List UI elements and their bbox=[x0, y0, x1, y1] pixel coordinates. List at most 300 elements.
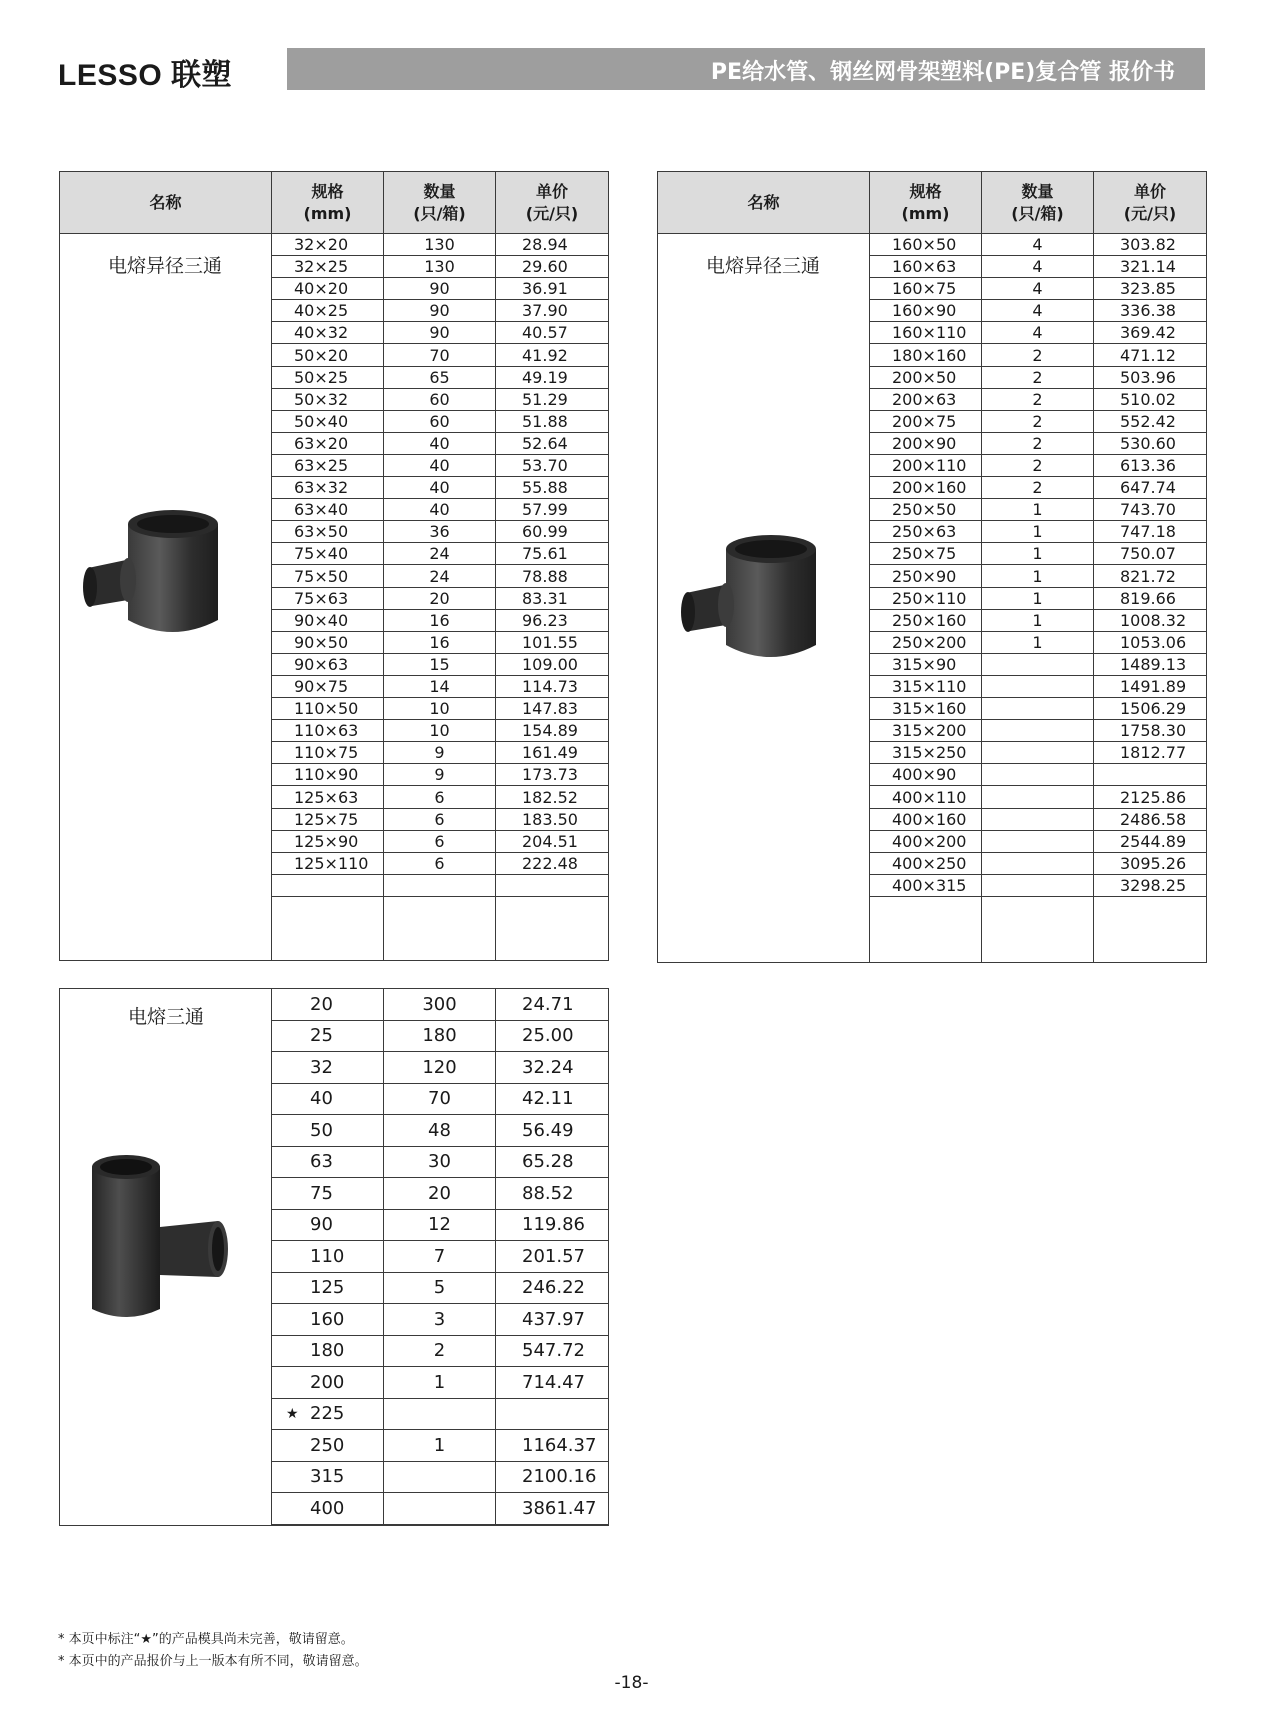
spec-cell: 200×75 bbox=[892, 411, 957, 431]
price-cell: 222.48 bbox=[522, 853, 578, 873]
table-row bbox=[870, 720, 1206, 742]
qty-cell: 9 bbox=[434, 765, 445, 785]
header-qty: 数量 (只/箱) bbox=[413, 181, 466, 223]
spec-cell: 50×32 bbox=[294, 389, 349, 409]
qty-cell: 40 bbox=[429, 500, 450, 520]
table-row bbox=[870, 455, 1206, 477]
table-row bbox=[272, 764, 608, 786]
price-cell: 552.42 bbox=[1120, 411, 1176, 431]
table-row bbox=[272, 322, 608, 344]
spec-cell: 200×63 bbox=[892, 389, 957, 409]
price-cell: 109.00 bbox=[522, 654, 578, 674]
table-header bbox=[658, 172, 1206, 234]
price-cell: 28.94 bbox=[522, 235, 568, 255]
price-cell: 204.51 bbox=[522, 831, 578, 851]
qty-cell: 40 bbox=[429, 456, 450, 476]
spec-cell: 110×90 bbox=[294, 765, 359, 785]
spec-cell: 63×50 bbox=[294, 522, 349, 542]
spec-cell: 90×63 bbox=[294, 654, 349, 674]
qty-cell bbox=[982, 853, 1093, 874]
table-row bbox=[870, 543, 1206, 565]
equal-tee-product-image bbox=[86, 1149, 236, 1329]
spec-cell: 160×110 bbox=[892, 323, 967, 343]
table-row bbox=[870, 322, 1206, 344]
qty-cell: 90 bbox=[429, 323, 450, 343]
table-row bbox=[272, 389, 608, 411]
price-cell: 1053.06 bbox=[1120, 632, 1187, 652]
qty-cell: 120 bbox=[422, 1056, 457, 1078]
price-cell: 3861.47 bbox=[522, 1497, 597, 1519]
spec-cell: 160×75 bbox=[892, 279, 957, 299]
price-cell: 52.64 bbox=[522, 433, 568, 453]
spec-cell: 75×63 bbox=[294, 588, 349, 608]
table-row bbox=[870, 345, 1206, 367]
qty-cell: 4 bbox=[1032, 323, 1043, 343]
qty-cell: 6 bbox=[434, 787, 445, 807]
spec-cell: 200×90 bbox=[892, 433, 957, 453]
table-row bbox=[272, 1084, 608, 1116]
spec-cell: 25 bbox=[310, 1025, 333, 1047]
price-cell: 819.66 bbox=[1120, 588, 1176, 608]
qty-cell: 1 bbox=[1032, 566, 1043, 586]
qty-cell bbox=[982, 831, 1093, 852]
spec-cell: 110×63 bbox=[294, 721, 359, 741]
price-cell: 32.24 bbox=[522, 1056, 574, 1078]
qty-cell: 20 bbox=[428, 1182, 451, 1204]
spec-cell: 125×75 bbox=[294, 809, 359, 829]
qty-cell: 2 bbox=[1032, 389, 1043, 409]
table-row bbox=[272, 256, 608, 278]
header-name: 名称 bbox=[149, 192, 182, 212]
table-row bbox=[272, 787, 608, 809]
qty-cell: 15 bbox=[429, 654, 450, 674]
table-row bbox=[870, 433, 1206, 455]
page-number: -18- bbox=[614, 1673, 649, 1693]
spec-cell: 200×110 bbox=[892, 456, 967, 476]
spec-cell: 315×200 bbox=[892, 721, 967, 741]
qty-cell: 60 bbox=[429, 389, 450, 409]
table-row bbox=[870, 367, 1206, 389]
table-row bbox=[272, 1115, 608, 1147]
table-row bbox=[272, 499, 608, 521]
table-row bbox=[870, 521, 1206, 543]
price-cell: 42.11 bbox=[522, 1088, 574, 1110]
qty-cell bbox=[384, 1493, 495, 1524]
price-cell: 147.83 bbox=[522, 699, 578, 719]
qty-cell: 2 bbox=[1032, 411, 1043, 431]
spec-cell: 75×40 bbox=[294, 544, 349, 564]
spec-cell: 90 bbox=[310, 1214, 333, 1236]
footnote-2: * 本页中的产品报价与上一版本有所不同，敬请留意。 bbox=[58, 1654, 368, 1669]
price-cell: 1758.30 bbox=[1120, 721, 1187, 741]
qty-cell: 1 bbox=[1032, 522, 1043, 542]
table-row bbox=[272, 345, 608, 367]
table-row bbox=[272, 853, 608, 875]
price-cell: 1491.89 bbox=[1120, 677, 1187, 697]
qty-cell bbox=[384, 1399, 495, 1430]
table-row bbox=[272, 1336, 608, 1368]
qty-cell bbox=[982, 654, 1093, 675]
spec-cell: 400×250 bbox=[892, 853, 967, 873]
price-cell: 547.72 bbox=[522, 1340, 585, 1362]
table-row bbox=[272, 433, 608, 455]
spec-cell: 125×63 bbox=[294, 787, 359, 807]
table-row bbox=[870, 676, 1206, 698]
qty-cell: 10 bbox=[429, 721, 450, 741]
price-cell: 321.14 bbox=[1120, 257, 1176, 277]
table-row bbox=[870, 278, 1206, 300]
price-cell: 647.74 bbox=[1120, 478, 1176, 498]
spec-cell: 63×20 bbox=[294, 433, 349, 453]
footnotes bbox=[58, 1629, 368, 1673]
header-qty: 数量 (只/箱) bbox=[1011, 181, 1064, 223]
spec-cell: 250×200 bbox=[892, 632, 967, 652]
qty-cell: 5 bbox=[433, 1277, 446, 1299]
price-cell: 75.61 bbox=[522, 544, 568, 564]
header-price: 单价 (元/只) bbox=[525, 181, 579, 223]
price-table-reducing-tee-small bbox=[59, 171, 609, 961]
qty-cell: 40 bbox=[429, 478, 450, 498]
spec-cell: 250×63 bbox=[892, 522, 957, 542]
price-cell: 503.96 bbox=[1120, 367, 1176, 387]
qty-cell bbox=[982, 698, 1093, 719]
table-row bbox=[272, 411, 608, 433]
table-row bbox=[272, 632, 608, 654]
table-row bbox=[272, 698, 608, 720]
spec-cell: 125×110 bbox=[294, 853, 369, 873]
price-cell: 173.73 bbox=[522, 765, 578, 785]
qty-cell bbox=[982, 676, 1093, 697]
qty-cell: 20 bbox=[429, 588, 450, 608]
spec-cell: 400×315 bbox=[892, 875, 967, 895]
qty-cell bbox=[384, 875, 495, 896]
spec-cell: 250×110 bbox=[892, 588, 967, 608]
qty-cell: 65 bbox=[429, 367, 450, 387]
qty-cell: 12 bbox=[428, 1214, 451, 1236]
table-row bbox=[870, 831, 1206, 853]
price-cell: 25.00 bbox=[522, 1025, 574, 1047]
price-cell: 323.85 bbox=[1120, 279, 1176, 299]
spec-cell: 315×160 bbox=[892, 699, 967, 719]
price-table-reducing-tee-large bbox=[657, 171, 1207, 963]
qty-cell bbox=[982, 809, 1093, 830]
spec-cell: 50×20 bbox=[294, 345, 349, 365]
table-row bbox=[870, 588, 1206, 610]
price-cell: 78.88 bbox=[522, 566, 568, 586]
table-row bbox=[870, 389, 1206, 411]
price-cell: 57.99 bbox=[522, 500, 568, 520]
table-row bbox=[272, 1367, 608, 1399]
qty-cell: 16 bbox=[429, 610, 450, 630]
product-name: 电熔异径三通 bbox=[108, 255, 223, 277]
price-cell: 1489.13 bbox=[1120, 654, 1187, 674]
spec-cell: 400×110 bbox=[892, 787, 967, 807]
table-row bbox=[272, 588, 608, 610]
price-cell: 154.89 bbox=[522, 721, 578, 741]
qty-cell: 6 bbox=[434, 809, 445, 829]
price-cell: 96.23 bbox=[522, 610, 568, 630]
price-cell: 613.36 bbox=[1120, 456, 1176, 476]
product-name: 电熔三通 bbox=[128, 1006, 205, 1028]
spec-cell: 90×75 bbox=[294, 677, 349, 697]
qty-cell: 30 bbox=[428, 1151, 451, 1173]
price-cell: 56.49 bbox=[522, 1119, 574, 1141]
qty-cell: 90 bbox=[429, 301, 450, 321]
table-row bbox=[272, 1210, 608, 1242]
table-row bbox=[272, 1304, 608, 1336]
spec-cell: 110×75 bbox=[294, 743, 359, 763]
lesso-logo: LESSO 联塑 bbox=[58, 59, 233, 92]
qty-cell: 7 bbox=[433, 1245, 446, 1267]
qty-cell bbox=[982, 764, 1093, 785]
table-row bbox=[272, 875, 608, 897]
table-row bbox=[870, 566, 1206, 588]
price-cell: 1008.32 bbox=[1120, 610, 1187, 630]
table-row bbox=[272, 300, 608, 322]
table-row bbox=[870, 411, 1206, 433]
qty-cell: 2 bbox=[1032, 456, 1043, 476]
qty-cell: 1 bbox=[1032, 588, 1043, 608]
spec-cell: 110 bbox=[310, 1245, 345, 1267]
table-row bbox=[870, 300, 1206, 322]
table-row bbox=[272, 831, 608, 853]
qty-cell: 9 bbox=[434, 743, 445, 763]
star-mark-icon: ★ bbox=[286, 1405, 299, 1422]
price-cell: 88.52 bbox=[522, 1182, 574, 1204]
table-row bbox=[870, 853, 1206, 875]
table-row bbox=[870, 764, 1206, 786]
price-cell: 2544.89 bbox=[1120, 831, 1187, 851]
spec-cell: 160×90 bbox=[892, 301, 957, 321]
qty-cell: 1 bbox=[433, 1371, 446, 1393]
table-row bbox=[272, 654, 608, 676]
qty-cell: 60 bbox=[429, 411, 450, 431]
spec-cell: 400×160 bbox=[892, 809, 967, 829]
price-cell: 303.82 bbox=[1120, 235, 1176, 255]
qty-cell bbox=[982, 720, 1093, 741]
price-cell: 743.70 bbox=[1120, 500, 1176, 520]
price-cell: 246.22 bbox=[522, 1277, 585, 1299]
qty-cell: 2 bbox=[1032, 345, 1043, 365]
table-row bbox=[870, 499, 1206, 521]
table-row bbox=[870, 654, 1206, 676]
spec-cell: 160×63 bbox=[892, 257, 957, 277]
spec-cell: 63×40 bbox=[294, 500, 349, 520]
price-cell: 83.31 bbox=[522, 588, 568, 608]
table-row bbox=[870, 875, 1206, 897]
table-header bbox=[60, 172, 608, 234]
spec-cell: 32×20 bbox=[294, 235, 349, 255]
qty-cell bbox=[982, 742, 1093, 763]
qty-cell: 1 bbox=[1032, 544, 1043, 564]
price-cell: 101.55 bbox=[522, 632, 578, 652]
spec-cell: 32 bbox=[310, 1056, 333, 1078]
spec-cell: 180 bbox=[310, 1340, 345, 1362]
table-row bbox=[272, 1241, 608, 1273]
qty-cell bbox=[982, 787, 1093, 808]
spec-cell: 20 bbox=[310, 993, 333, 1015]
spec-cell: 250×90 bbox=[892, 566, 957, 586]
qty-cell: 24 bbox=[429, 566, 450, 586]
spec-cell: 250×75 bbox=[892, 544, 957, 564]
table-row bbox=[272, 367, 608, 389]
table-row bbox=[272, 521, 608, 543]
price-cell: 183.50 bbox=[522, 809, 578, 829]
spec-cell: 400 bbox=[310, 1497, 345, 1519]
price-cell: 369.42 bbox=[1120, 323, 1176, 343]
spec-cell: 315 bbox=[310, 1466, 345, 1488]
price-cell: 3095.26 bbox=[1120, 853, 1187, 873]
table-row bbox=[272, 1399, 608, 1431]
price-cell: 24.71 bbox=[522, 993, 574, 1015]
spec-cell: 110×50 bbox=[294, 699, 359, 719]
spec-cell: 63 bbox=[310, 1151, 333, 1173]
spec-cell: 40×20 bbox=[294, 279, 349, 299]
spec-cell: 63×32 bbox=[294, 478, 349, 498]
table-row bbox=[870, 698, 1206, 720]
qty-cell: 40 bbox=[429, 433, 450, 453]
qty-cell: 70 bbox=[429, 345, 450, 365]
spec-cell: 125×90 bbox=[294, 831, 359, 851]
table-row bbox=[272, 1178, 608, 1210]
table-row bbox=[272, 234, 608, 256]
spec-cell: 315×110 bbox=[892, 677, 967, 697]
qty-cell: 1 bbox=[1032, 610, 1043, 630]
qty-cell: 14 bbox=[429, 677, 450, 697]
table-row bbox=[272, 809, 608, 831]
qty-cell: 2 bbox=[433, 1340, 446, 1362]
price-cell: 119.86 bbox=[522, 1214, 585, 1236]
spec-cell: 90×40 bbox=[294, 610, 349, 630]
price-cell: 51.88 bbox=[522, 411, 568, 431]
table-row bbox=[272, 1273, 608, 1305]
spec-cell: 250×160 bbox=[892, 610, 967, 630]
spec-cell: 250×50 bbox=[892, 500, 957, 520]
qty-cell bbox=[982, 875, 1093, 896]
table-row bbox=[272, 1052, 608, 1084]
qty-cell bbox=[384, 1462, 495, 1493]
price-cell: 36.91 bbox=[522, 279, 568, 299]
header-price: 单价 (元/只) bbox=[1123, 181, 1177, 223]
qty-cell: 6 bbox=[434, 831, 445, 851]
price-cell: 2486.58 bbox=[1120, 809, 1187, 829]
qty-cell: 2 bbox=[1032, 367, 1043, 387]
reducing-tee-product-image bbox=[80, 502, 245, 652]
qty-cell: 24 bbox=[429, 544, 450, 564]
price-cell: 2125.86 bbox=[1120, 787, 1187, 807]
qty-cell: 4 bbox=[1032, 235, 1043, 255]
price-cell: 29.60 bbox=[522, 257, 568, 277]
price-cell: 51.29 bbox=[522, 389, 568, 409]
qty-cell: 36 bbox=[429, 522, 450, 542]
qty-cell: 1 bbox=[433, 1434, 446, 1456]
price-cell: 471.12 bbox=[1120, 345, 1176, 365]
spec-cell: 315×90 bbox=[892, 654, 957, 674]
spec-cell: 250 bbox=[310, 1434, 345, 1456]
qty-cell: 4 bbox=[1032, 301, 1043, 321]
qty-cell: 180 bbox=[422, 1025, 457, 1047]
price-cell: 747.18 bbox=[1120, 522, 1176, 542]
price-cell: 336.38 bbox=[1120, 301, 1176, 321]
price-cell: 53.70 bbox=[522, 456, 568, 476]
table-row bbox=[272, 989, 608, 1021]
qty-cell: 3 bbox=[433, 1308, 446, 1330]
table-row bbox=[870, 742, 1206, 764]
qty-cell: 2 bbox=[1032, 478, 1043, 498]
table-row bbox=[272, 676, 608, 698]
table-row bbox=[272, 566, 608, 588]
table-row bbox=[870, 787, 1206, 809]
spec-cell: 40 bbox=[310, 1088, 333, 1110]
footnote-1: * 本页中标注“★”的产品模具尚未完善，敬请留意。 bbox=[58, 1632, 354, 1647]
qty-cell: 70 bbox=[428, 1088, 451, 1110]
spec-cell: 32×25 bbox=[294, 257, 349, 277]
price-cell: 40.57 bbox=[522, 323, 568, 343]
spec-cell: 40×32 bbox=[294, 323, 349, 343]
price-cell: 1506.29 bbox=[1120, 699, 1187, 719]
price-table-equal-tee bbox=[59, 988, 609, 1526]
spec-cell: 400×90 bbox=[892, 765, 957, 785]
table-row bbox=[272, 1021, 608, 1053]
qty-cell: 2 bbox=[1032, 433, 1043, 453]
price-cell: 1812.77 bbox=[1120, 743, 1187, 763]
spec-cell: 90×50 bbox=[294, 632, 349, 652]
spec-cell: 200×160 bbox=[892, 478, 967, 498]
price-cell: 714.47 bbox=[522, 1371, 585, 1393]
spec-cell: 125 bbox=[310, 1277, 345, 1299]
price-cell: 821.72 bbox=[1120, 566, 1176, 586]
spec-cell: 180×160 bbox=[892, 345, 967, 365]
table-row bbox=[272, 1462, 608, 1494]
price-cell: 182.52 bbox=[522, 787, 578, 807]
qty-cell: 10 bbox=[429, 699, 450, 719]
table-row bbox=[272, 1430, 608, 1462]
price-cell bbox=[496, 875, 634, 896]
qty-cell: 16 bbox=[429, 632, 450, 652]
table-row bbox=[272, 1147, 608, 1179]
table-row bbox=[870, 809, 1206, 831]
qty-cell: 1 bbox=[1032, 632, 1043, 652]
price-cell: 49.19 bbox=[522, 367, 568, 387]
table-row bbox=[870, 610, 1206, 632]
spec-cell: 225 bbox=[310, 1403, 345, 1425]
table-row bbox=[272, 1493, 608, 1525]
price-cell: 65.28 bbox=[522, 1151, 574, 1173]
title-banner bbox=[287, 48, 1205, 90]
price-cell: 750.07 bbox=[1120, 544, 1176, 564]
product-name: 电熔异径三通 bbox=[706, 255, 821, 277]
spec-cell: 75 bbox=[310, 1182, 333, 1204]
price-cell: 37.90 bbox=[522, 301, 568, 321]
spec-cell: 160×50 bbox=[892, 235, 957, 255]
spec-cell: 200×50 bbox=[892, 367, 957, 387]
table-row bbox=[272, 278, 608, 300]
price-cell: 530.60 bbox=[1120, 433, 1176, 453]
price-cell bbox=[1094, 764, 1232, 785]
qty-cell: 4 bbox=[1032, 257, 1043, 277]
spec-cell: 315×250 bbox=[892, 743, 967, 763]
table-row bbox=[870, 256, 1206, 278]
price-cell: 2100.16 bbox=[522, 1466, 597, 1488]
price-cell: 60.99 bbox=[522, 522, 568, 542]
qty-cell: 130 bbox=[424, 235, 455, 255]
header-name: 名称 bbox=[747, 192, 780, 212]
spec-cell: 50 bbox=[310, 1119, 333, 1141]
qty-cell: 90 bbox=[429, 279, 450, 299]
spec-cell: 63×25 bbox=[294, 456, 349, 476]
header-spec: 规格 (mm) bbox=[303, 181, 352, 223]
spec-cell: 200 bbox=[310, 1371, 345, 1393]
